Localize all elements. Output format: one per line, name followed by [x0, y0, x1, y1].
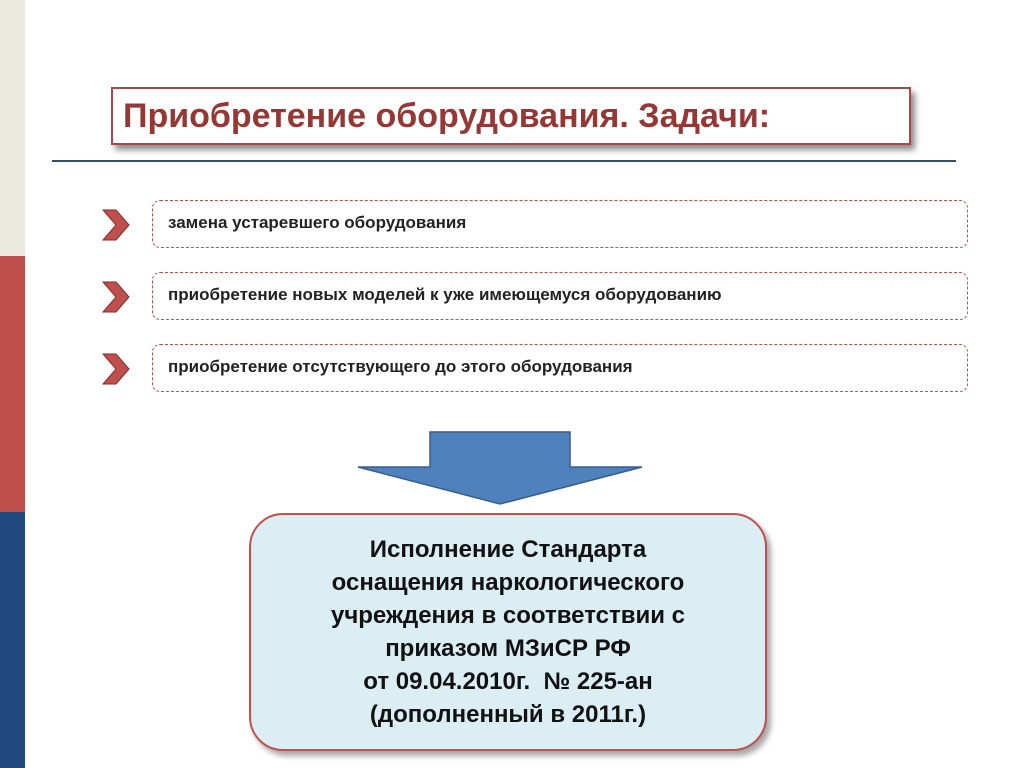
task-item-box: [152, 200, 968, 248]
result-box: [249, 513, 767, 751]
task-item-text: приобретение новых моделей к уже имеющемуся оборудованию: [168, 285, 722, 304]
task-item-1: [100, 200, 970, 248]
task-item-text: замена устаревшего оборудования: [168, 213, 467, 232]
title-box: [111, 87, 911, 145]
side-stripe-white: [0, 0, 25, 256]
chevron-right-icon: [100, 208, 132, 242]
result-line: (дополненный в 2011г.): [369, 701, 647, 728]
result-line: оснащения наркологического: [331, 569, 685, 596]
result-line: от 09.04.2010г. № 225-ан: [363, 668, 653, 695]
task-item-3: [100, 344, 970, 392]
task-item-2: [100, 272, 970, 320]
task-item-box: [152, 272, 968, 320]
chevron-right-icon: [100, 280, 132, 314]
page-title: Приобретение оборудования. Задачи:: [123, 97, 771, 135]
task-item-text: приобретение отсутствующего до этого оборудования: [168, 357, 633, 376]
result-line: учреждения в соответствии с: [330, 602, 686, 629]
result-line: приказом МЗиСР РФ: [385, 635, 631, 662]
side-stripe-blue: [0, 512, 25, 768]
task-item-box: [152, 344, 968, 392]
chevron-right-icon: [100, 352, 132, 386]
result-line: Исполнение Стандарта: [369, 536, 647, 563]
side-stripe-red: [0, 256, 25, 512]
down-arrow-icon: [356, 431, 644, 506]
title-divider: [52, 160, 956, 162]
